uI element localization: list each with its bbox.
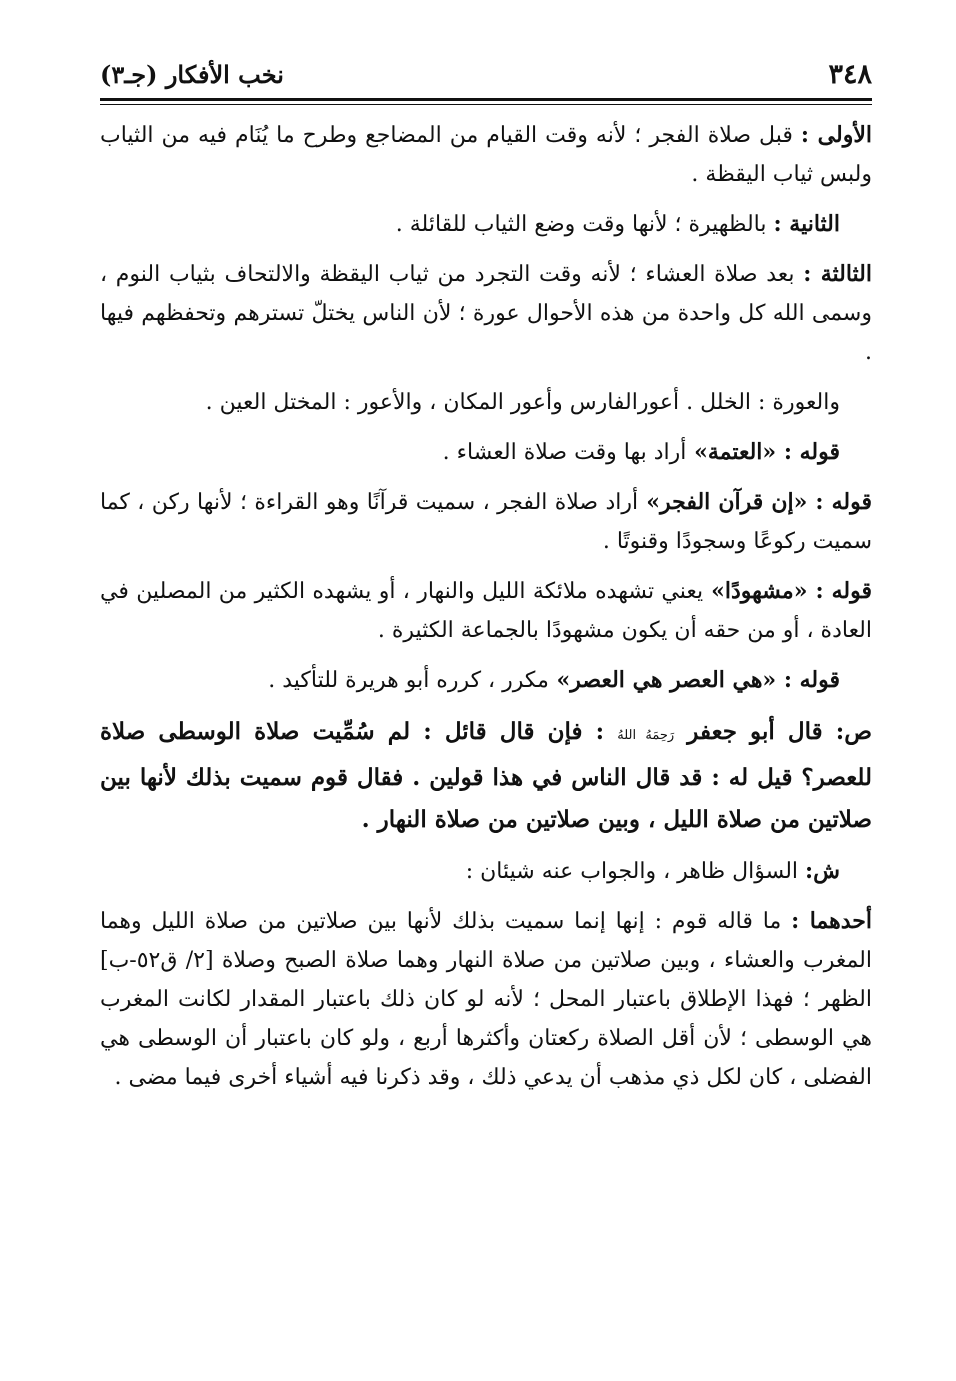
bold-text-start: ص: قال أبو جعفر <box>674 718 872 745</box>
paragraph-definition <box>100 383 872 422</box>
page-number: ٣٤٨ <box>828 58 872 90</box>
paragraph-text: بعد صلاة العشاء ؛ لأنه وقت التجرد من ثياب اليقظة والالتحاف بثياب النوم ، وسمى الله كل واحدة من هذه الأحوال عورة ؛ لأن الناس يختلّ تسترهم وتحفظهم فيها . <box>100 262 872 365</box>
paragraph-answer <box>100 852 872 891</box>
page-body <box>100 116 872 1108</box>
paragraph-lead: قوله : <box>815 578 872 604</box>
honorific-glyph: رَحِمَهُ اللهُ <box>617 728 675 743</box>
paragraph-text: والعورة : الخلل . أعورالفارس وأعور المكان ، والأعور : المختل العين . <box>205 390 840 415</box>
paragraph-asr <box>100 661 872 700</box>
paragraph-text: قبل صلاة الفجر ؛ لأنه وقت القيام من المضاجع وطرح ما يُنَام فيه من الثياب ولبس ثياب اليقظة . <box>100 123 872 187</box>
quoted-term: «هي العصر هي العصر» <box>548 667 784 693</box>
paragraph-lead: قوله : <box>783 667 840 693</box>
paragraph-lead: الثالثة : <box>803 261 872 287</box>
paragraph-text: ما قاله قوم : إنها إنما سميت بذلك لأنها بين صلاتين من صلاة الليل وهما المغرب والعشاء ، وبين صلاتين من صلاة النهار وهما صلاة الصبح وصلاة <box>100 909 872 973</box>
bold-text-rest: : فإن قال قائل : لم سُمِّيت صلاة الوسطى صلاة للعصر؟ قيل له : قد قال الناس في هذا قولين . فقال قوم سميت بذلك لأنها بين صلاتين من صلاة الليل ، وبين صلاتين من صلاة النهار . <box>100 718 872 833</box>
paragraph-atama <box>100 433 872 472</box>
paragraph-text: السؤال ظاهر ، والجواب عنه شيئان : <box>465 859 806 884</box>
paragraph-text: أراد صلاة الفجر ، سميت قرآنًا وهو القراءة ؛ لأنها ركن ، كما سميت ركوعًا وسجودًا وقنوتًا . <box>100 490 872 554</box>
paragraph-lead: ش: <box>805 858 840 884</box>
paragraph-lead: قوله : <box>783 439 840 465</box>
paragraph-mashhud <box>100 572 872 650</box>
paragraph-lead: الثانية : <box>773 211 840 237</box>
paragraph-lead: الأولى : <box>800 122 872 148</box>
paragraph-quran-fajr <box>100 483 872 561</box>
paragraph-third <box>100 255 872 372</box>
header-rule-thin <box>100 104 872 105</box>
paragraph-text: أراد بها وقت صلاة العشاء . <box>442 440 687 465</box>
paragraph-first-answer <box>100 902 872 1097</box>
quoted-term: «مشهودًا» <box>703 578 816 604</box>
quoted-term: «العتمة» <box>686 439 784 465</box>
paragraph-lead: أحدهما : <box>791 908 872 934</box>
running-title: نخب الأفكار (جـ٣) <box>100 59 284 89</box>
bold-question-block <box>100 711 872 841</box>
paragraph-text: مكرر ، كرره أبو هريرة للتأكيد . <box>268 668 549 693</box>
header-rule-thick <box>100 98 872 101</box>
paragraph-lead: قوله : <box>815 489 872 515</box>
paragraph-first <box>100 116 872 194</box>
paragraph-text: بالظهيرة ؛ لأنها وقت وضع الثياب للقائلة . <box>395 212 774 237</box>
page-header <box>100 52 872 96</box>
paragraph-text: الظهر ؛ فهذا الإطلاق باعتبار المحل ؛ لأنه لو كان ذلك باعتبار المقدار لكانت المغرب هي الوسطى ؛ لأن أقل الصلاة ركعتان وأكثرها أربع ، ولو كان باعتبار أن الوسطى هي الفضلى ، كان لكل ذي مذهب أن يدعي ذلك ، وقد ذكرنا فيه أشياء أخرى فيما مضى . <box>100 987 872 1090</box>
quoted-term: «إن قرآن الفجر» <box>638 489 816 515</box>
manuscript-reference: [٢/ ق٥٢-ب] <box>100 948 214 973</box>
paragraph-text: يعني تشهده ملائكة الليل والنهار ، أو يشهده الكثير من المصلين في العادة ، أو من حقه أن يكون مشهودًا بالجماعة الكثيرة . <box>100 579 872 643</box>
paragraph-second <box>100 205 872 244</box>
